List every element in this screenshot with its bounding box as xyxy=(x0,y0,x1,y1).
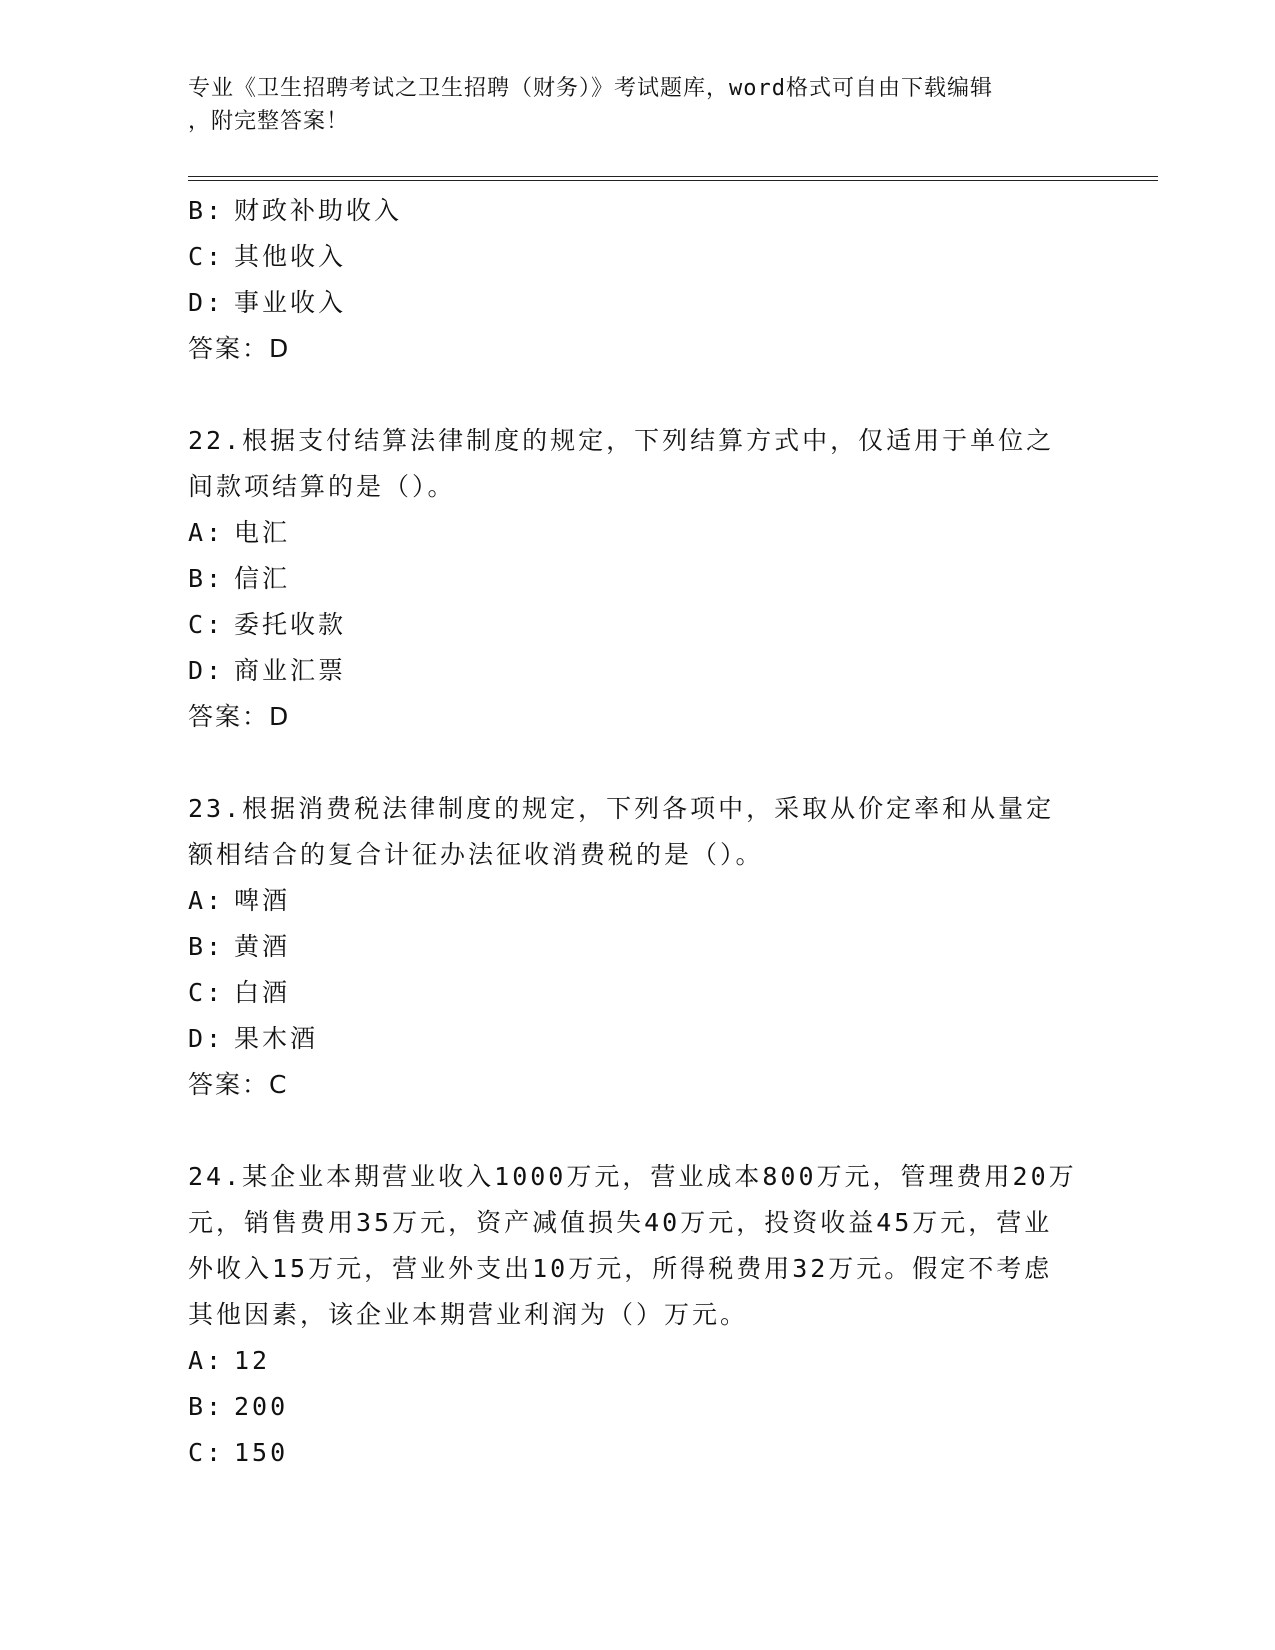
option-c: C: 其他收入 xyxy=(188,242,347,271)
option-b: B: 黄酒 xyxy=(188,932,291,961)
header-divider xyxy=(188,176,1158,182)
option-text: 财政补助收入 xyxy=(234,196,403,225)
header-line-2: ，附完整答案！ xyxy=(188,109,350,134)
option-text: 150 xyxy=(234,1438,289,1467)
divider-line-bottom xyxy=(188,180,1158,181)
option-text: 商业汇票 xyxy=(234,656,347,685)
question-partial xyxy=(188,188,1078,372)
answer: 答案：C xyxy=(188,1070,289,1099)
option-text: 信汇 xyxy=(234,564,291,593)
answer: 答案：D xyxy=(188,334,291,363)
option-c: C: 委托收款 xyxy=(188,610,347,639)
question-stem: 23.根据消费税法律制度的规定，下列各项中，采取从价定率和从量定额相结合的复合计征办法征收消费税的是（）。 xyxy=(188,794,1055,869)
divider-line-top xyxy=(188,176,1158,177)
option-d: D: 事业收入 xyxy=(188,288,347,317)
option-text: 黄酒 xyxy=(234,932,291,961)
option-b: B: 财政补助收入 xyxy=(188,196,403,225)
option-b: B: 信汇 xyxy=(188,564,291,593)
option-text: 200 xyxy=(234,1392,289,1421)
answer: 答案：D xyxy=(188,702,291,731)
document-header xyxy=(188,72,1068,138)
option-a: A: 啤酒 xyxy=(188,886,291,915)
option-text: 事业收入 xyxy=(234,288,347,317)
option-text: 果木酒 xyxy=(234,1024,319,1053)
option-c: C: 白酒 xyxy=(188,978,291,1007)
option-text: 12 xyxy=(234,1346,271,1375)
question-list xyxy=(188,188,1078,1476)
question-stem: 22.根据支付结算法律制度的规定，下列结算方式中，仅适用于单位之间款项结算的是（）。 xyxy=(188,426,1055,501)
question-22 xyxy=(188,418,1078,740)
option-a: A: 电汇 xyxy=(188,518,291,547)
option-d: D: 商业汇票 xyxy=(188,656,347,685)
option-c: C: 150 xyxy=(188,1438,289,1467)
option-a: A: 12 xyxy=(188,1346,271,1375)
option-text: 电汇 xyxy=(234,518,291,547)
option-d: D: 果木酒 xyxy=(188,1024,319,1053)
question-24 xyxy=(188,1154,1078,1476)
option-b: B: 200 xyxy=(188,1392,289,1421)
option-text: 委托收款 xyxy=(234,610,347,639)
option-text: 其他收入 xyxy=(234,242,347,271)
option-text: 白酒 xyxy=(234,978,291,1007)
question-23 xyxy=(188,786,1078,1108)
question-stem: 24.某企业本期营业收入1000万元，营业成本800万元，管理费用20万元，销售费用35万元，资产减值损失40万元，投资收益45万元，营业外收入15万元，营业外支出10万元，所得税费用32万元。假定不考虑其他因素，该企业本期营业利润为（）万元。 xyxy=(188,1162,1077,1329)
option-text: 啤酒 xyxy=(234,886,291,915)
header-line-1: 专业《卫生招聘考试之卫生招聘（财务）》考试题库，word格式可自由下载编辑 xyxy=(188,76,993,101)
